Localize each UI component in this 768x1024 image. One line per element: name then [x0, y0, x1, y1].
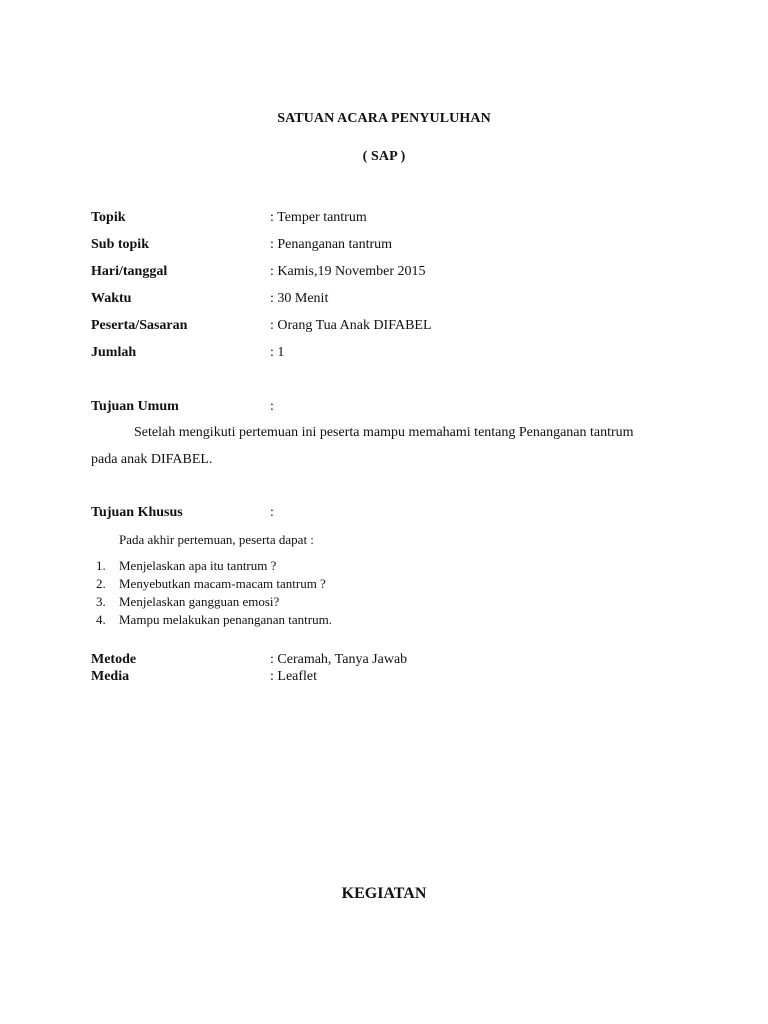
- document-title: SATUAN ACARA PENYULUHAN: [277, 111, 491, 126]
- field-label-hari-tanggal: Hari/tanggal: [91, 264, 168, 279]
- field-label-peserta: Peserta/Sasaran: [91, 318, 188, 333]
- field-value-sub-topik: : Penanganan tantrum: [270, 237, 393, 252]
- media-value: : Leaflet: [270, 669, 318, 684]
- list-item-text: Mampu melakukan penanganan tantrum.: [119, 612, 332, 627]
- field-label-sub-topik: Sub topik: [91, 237, 149, 252]
- kegiatan-heading: KEGIATAN: [341, 885, 427, 902]
- list-item-text: Menyebutkan macam-macam tantrum ?: [119, 576, 326, 591]
- field-label-topik: Topik: [91, 210, 126, 225]
- field-value-peserta: : Orang Tua Anak DIFABEL: [270, 318, 432, 333]
- media-label: Media: [91, 669, 130, 684]
- tujuan-umum-text-line-2: pada anak DIFABEL.: [91, 452, 213, 467]
- field-label-jumlah: Jumlah: [91, 345, 137, 360]
- list-item-text: Menjelaskan apa itu tantrum ?: [119, 558, 277, 573]
- list-item-number: 3.: [96, 594, 106, 609]
- tujuan-umum-label: Tujuan Umum: [91, 399, 179, 414]
- field-label-waktu: Waktu: [91, 291, 132, 306]
- document-subtitle: ( SAP ): [362, 149, 406, 164]
- tujuan-umum-colon: :: [270, 399, 274, 414]
- tujuan-umum-text-line-1: Setelah mengikuti pertemuan ini peserta mampu memahami tentang Penanganan tantrum: [134, 425, 634, 440]
- list-item-number: 2.: [96, 576, 106, 591]
- tujuan-khusus-intro: Pada akhir pertemuan, peserta dapat :: [119, 532, 314, 547]
- field-value-waktu: : 30 Menit: [270, 291, 329, 306]
- list-item-number: 4.: [96, 612, 106, 627]
- list-item-text: Menjelaskan gangguan emosi?: [119, 594, 280, 609]
- field-value-hari-tanggal: : Kamis,19 November 2015: [270, 264, 426, 279]
- tujuan-khusus-colon: :: [270, 505, 274, 520]
- metode-value: : Ceramah, Tanya Jawab: [270, 652, 408, 667]
- metode-label: Metode: [91, 652, 137, 667]
- field-value-jumlah: : 1: [270, 345, 285, 360]
- field-value-topik: : Temper tantrum: [270, 210, 367, 225]
- list-item-number: 1.: [96, 558, 106, 573]
- tujuan-khusus-label: Tujuan Khusus: [91, 505, 183, 520]
